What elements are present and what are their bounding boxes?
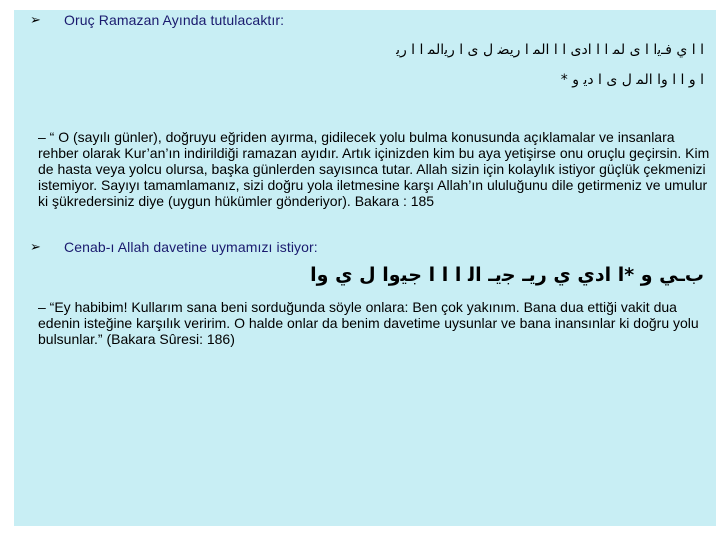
heading-text: Oruç Ramazan Ayında tutulacaktır: — [64, 12, 285, 28]
slide-body — [14, 10, 716, 526]
bullet-heading-davet — [30, 239, 318, 255]
arabic-verse-186: ﺏـﻲ ﻭ *ا ﺍﺩﻱ ﻱ ﺭﻳـ ﺟﻳـ ﺍﻟ ا ا ا ﺟﻴﻭﺍ ﻝ ﻱ ﻭﺍ — [310, 264, 704, 286]
arabic-verse-185-line1: ا ا ي فـﻳﺍ ا ﻯ ﻟﻤ ا ا ﺍﺩﻯ ا ا ﺍﻟﻤ ا ﺭﻳﻀ ﻝ ﻯ ا ﺭﻳﺍﻟﻤ ا ا ﺭﻳ — [396, 42, 704, 58]
arrow-bullet-icon: ➢ — [30, 239, 41, 255]
arabic-verse-185-line2: ا ﻭ ا ا ﻭﺍ ﺍﻟﻤ ﻝ ﻯ ا ﺩﻳ ﻭ * — [560, 72, 704, 88]
arrow-bullet-icon: ➢ — [30, 12, 41, 28]
translation-bakara-186: – “Ey habibim! Kullarım sana beni sorduğunda söyle onlara: Ben çok yakınım. Bana dua ettiği vakit dua edenin isteğine karşılık veririm. O halde onlar da benim davetime uysunlar ve bana inansınlar ki doğru yolu bulsunlar.” (Bakara Sûresi: 186) — [38, 299, 699, 347]
bullet-heading-ramazan — [30, 12, 284, 28]
heading-text: Cenab-ı Allah davetine uymamızı istiyor: — [64, 239, 318, 255]
translation-bakara-185: – “ O (sayılı günler), doğruyu eğriden ayırma, gidilecek yolu bulma konusunda açıklamalar ve insanlara rehber olarak Kur’an’ın indirildiği ramazan ayıdır. Artık içinizden kim bu aya yetişirse onu oruçlu geçirsin. Kim de hasta veya yolcu olursa, başka günlerden sayısınca tutar. Allah sizin için kolaylık istiyor güçlük çekmenizi istemiyor. Sayıyı tamamlamanız, sizi doğru yola iletmesine karşı Allah’ın ululuğunu dile getirmeniz ve umulur ki şükredersiniz diye (uygun hükümler gönderiyor). Bakara : 185 — [38, 129, 710, 209]
